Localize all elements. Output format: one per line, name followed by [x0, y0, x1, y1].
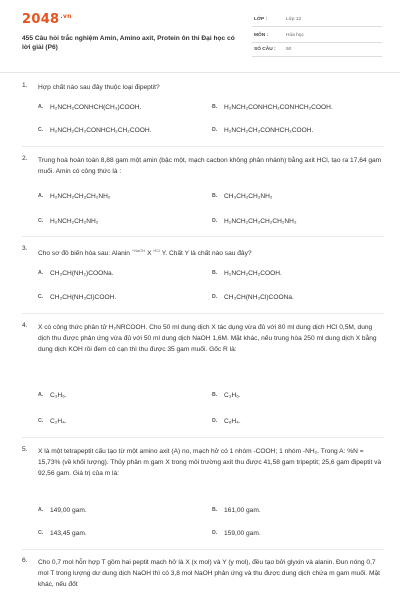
meta-subject-value: Hóa học — [286, 33, 304, 38]
question-text: Trung hoà hoàn toàn 8,88 gam một amin (bậc một, mạch cacbon không phân nhánh) bằng axit HCl, tạo ra 17,64 gam muối. Amin có công thức là : — [38, 157, 382, 175]
question-divider — [22, 437, 384, 438]
question-number: 3. — [22, 245, 28, 252]
meta-class-value: Lớp 12 — [286, 17, 302, 22]
question-number: 6. — [22, 557, 28, 564]
question-divider — [22, 549, 384, 550]
question-number: 2. — [22, 155, 28, 162]
meta-subject-label: MÔN : — [254, 33, 269, 38]
question-divider — [22, 146, 384, 147]
question-text: X có công thức phân tử H₂NRCOOH. Cho 50 ml dung dịch X tác dụng vừa đủ với 80 ml dung dịch HCl 0,5M, dung dịch thu được phản ứng vừa đủ với 50 ml dung dịch NaOH 1,6M. Mặt khác, nếu trung hòa 250 ml dung dịch X bằng dung dịch KOH rồi đem cô cạn thì thu được 35 gam muối. Gốc R là: — [38, 324, 377, 353]
document-header — [0, 0, 400, 66]
reaction-arrow-naoh: +NaOH — [131, 248, 146, 253]
question-text: Hợp chất nào sau đây thuộc loại đipeptit? — [38, 84, 160, 91]
question-divider — [22, 313, 384, 314]
header-divider — [0, 72, 400, 73]
meta-subject — [252, 30, 382, 43]
question-divider — [22, 236, 384, 237]
meta-question-count-value: 50 — [286, 47, 292, 52]
meta-question-count — [252, 44, 382, 57]
question-text: Cho sơ đồ biến hóa sau: Alanin $^{+NaOH}$ X $^{HCl}$ Y. Chất Y là chất nào sau đây? — [38, 248, 252, 258]
reaction-arrow-hcl: HCl — [153, 248, 161, 253]
question-text: Cho 0,7 mol hỗn hợp T gồm hai peptit mạch hở là X (x mol) và Y (y mol), đều tạo bởi glyxin và alanin. Đun nóng 0,7 mol T trong lượng dư dung dịch NaOH thì có 3,8 mol NaOH phản ứng và thu được dung dịch chứa m gam muối. Mặt khác, nếu đốt — [38, 559, 381, 588]
document-title: 455 Câu hỏi trắc nghiệm Amin, Amino axit, Protein ôn thi Đại học có lời giải (P6) — [22, 35, 235, 51]
question-text: X là một tetrapeptit cấu tạo từ một amino axit (A) no, mạch hở có 1 nhóm -COOH; 1 nhóm -NH₂. Trong A: %N = 15,73% (về khối lượng). Thủy phân m gam X trong môi trường axit thu được 41,58 gam tripeptit; 25,6 gam đipeptit và 92,56 gam. Giá trị của m là: — [38, 448, 382, 477]
question-number: 4. — [22, 322, 28, 329]
meta-class-label: LỚP : — [254, 17, 268, 22]
question-number: 5. — [22, 446, 28, 453]
site-logo[interactable]: $2048^{.vn}$ — [22, 12, 72, 27]
meta-class — [252, 14, 382, 27]
meta-question-count-label: SỐ CÂU : — [254, 47, 276, 52]
question-number: 1. — [22, 82, 28, 89]
